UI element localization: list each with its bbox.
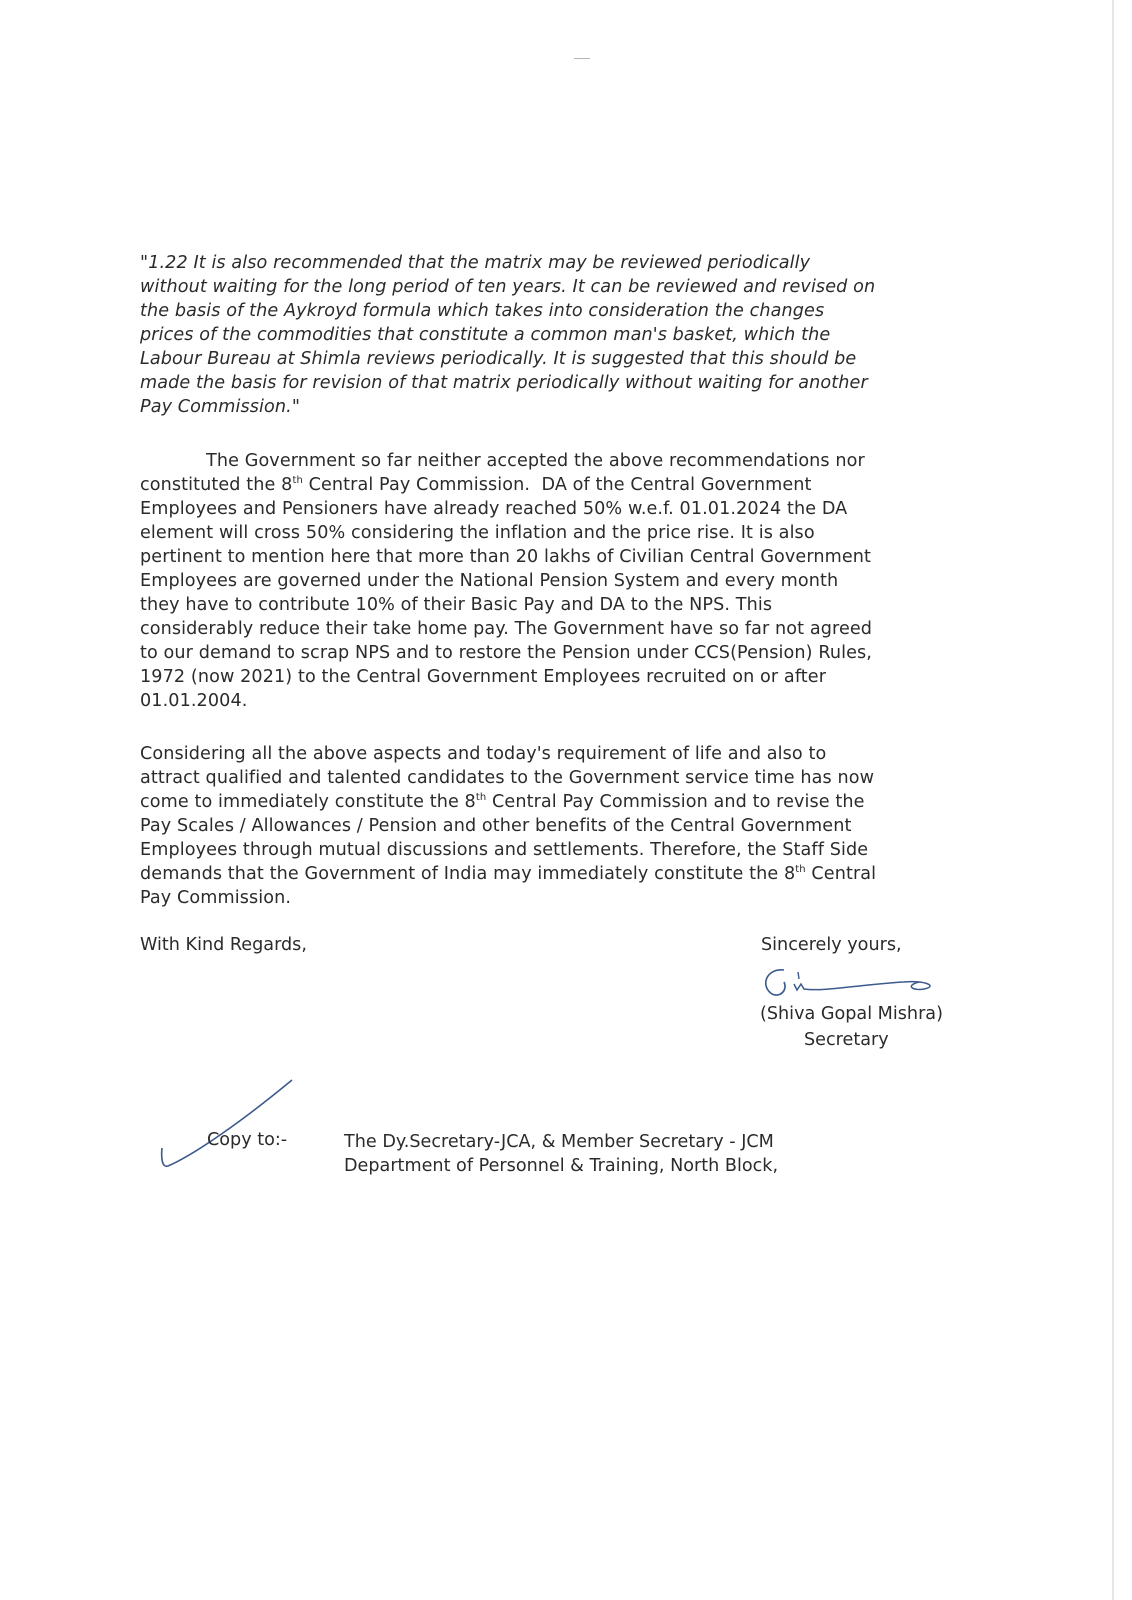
page-edge <box>1112 0 1114 1600</box>
copy-to-label: Copy to:- <box>207 1130 288 1150</box>
recipient-line: Department of Personnel & Training, North Block, <box>344 1156 779 1176</box>
quote-line: Labour Bureau at Shimla reviews periodically. It is suggested that this should be <box>140 349 857 369</box>
government-paragraph <box>140 449 970 713</box>
para-line: Employees and Pensioners have already reached 50% w.e.f. 01.01.2024 the DA <box>140 499 848 519</box>
para-line: come to immediately constitute the 8th Central Pay Commission and to revise the <box>140 792 865 812</box>
closing-regards: With Kind Regards, <box>140 935 307 955</box>
para-line: constituted the 8th Central Pay Commission. DA of the Central Government <box>140 475 812 495</box>
para-line: The Government so far neither accepted the above recommendations nor <box>206 451 865 471</box>
demand-paragraph <box>140 742 970 910</box>
para-line: Employees are governed under the National Pension System and every month <box>140 571 839 591</box>
quoted-recommendation <box>140 251 970 419</box>
quote-line: "1.22 It is also recommended that the matrix may be reviewed periodically <box>140 253 811 273</box>
para-line: Employees through mutual discussions and settlements. Therefore, the Staff Side <box>140 840 869 860</box>
quote-line: the basis of the Aykroyd formula which takes into consideration the changes <box>140 301 825 321</box>
signature-image <box>754 964 954 1004</box>
closing-sincerely: Sincerely yours, <box>761 935 902 955</box>
para-line: 1972 (now 2021) to the Central Government Employees recruited on or after <box>140 667 827 687</box>
para-line: Considering all the above aspects and today's requirement of life and also to <box>140 744 827 764</box>
para-line: to our demand to scrap NPS and to restore the Pension under CCS(Pension) Rules, <box>140 643 872 663</box>
para-line: demands that the Government of India may immediately constitute the 8th Central <box>140 864 877 884</box>
scan-mark <box>574 58 590 59</box>
quote-line: prices of the commodities that constitute a common man's basket, which the <box>140 325 831 345</box>
para-line: Pay Scales / Allowances / Pension and other benefits of the Central Government <box>140 816 852 836</box>
para-line: pertinent to mention here that more than 20 lakhs of Civilian Central Government <box>140 547 872 567</box>
para-line: element will cross 50% considering the inflation and the price rise. It is also <box>140 523 815 543</box>
checkmark-icon <box>156 1078 296 1173</box>
quote-line: made the basis for revision of that matrix periodically without waiting for another <box>140 373 868 393</box>
quote-line: Pay Commission." <box>140 397 301 417</box>
signer-name: (Shiva Gopal Mishra) <box>760 1004 943 1024</box>
para-line: considerably reduce their take home pay. The Government have so far not agreed <box>140 619 873 639</box>
signer-title: Secretary <box>804 1030 889 1050</box>
para-line: they have to contribute 10% of their Basic Pay and DA to the NPS. This <box>140 595 773 615</box>
para-line: attract qualified and talented candidates to the Government service time has now <box>140 768 875 788</box>
recipient-line: The Dy.Secretary-JCA, & Member Secretary - JCM <box>344 1132 774 1152</box>
para-line: Pay Commission. <box>140 888 292 908</box>
copy-to-recipients <box>344 1130 778 1178</box>
para-line: 01.01.2004. <box>140 691 248 711</box>
quote-line: without waiting for the long period of ten years. It can be reviewed and revised on <box>140 277 876 297</box>
